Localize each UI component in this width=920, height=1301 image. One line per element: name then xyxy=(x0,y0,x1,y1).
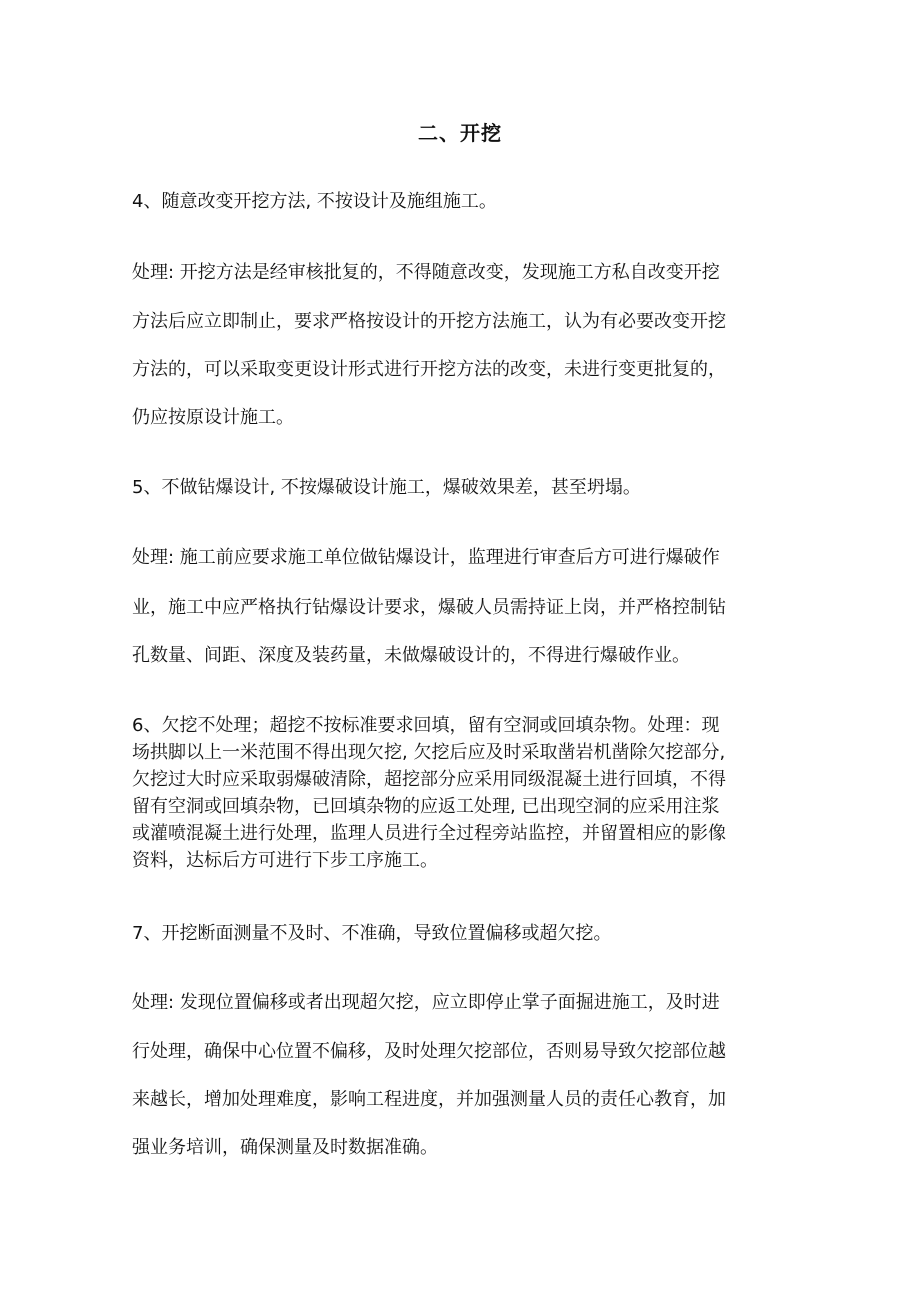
item-4-body-line: 仍应按原设计施工。 xyxy=(132,407,294,428)
item-4-body-line: 处理: 开挖方法是经审核批复的，不得随意改变，发现施工方私自改变开挖 xyxy=(132,262,720,283)
item-5-heading: 5、不做钻爆设计, 不按爆破设计施工，爆破效果差，甚至坍塌。 xyxy=(132,477,641,498)
item-6-line: 资料，达标后方可进行下步工序施工。 xyxy=(132,850,438,871)
item-6-line: 场拱脚以上一米范围不得出现欠挖, 欠挖后应及时采取凿岩机凿除欠挖部分, xyxy=(132,742,726,763)
item-6-line: 6、欠挖不处理；超挖不按标准要求回填，留有空洞或回填杂物。处理：现 xyxy=(132,715,720,736)
item-6-line: 或灌喷混凝土进行处理，监理人员进行全过程旁站监控，并留置相应的影像 xyxy=(132,823,726,844)
page-title: 二、开挖 xyxy=(418,121,502,145)
item-4-heading: 4、随意改变开挖方法, 不按设计及施组施工。 xyxy=(132,191,497,212)
item-6-line: 留有空洞或回填杂物，已回填杂物的应返工处理, 已出现空洞的应采用注浆 xyxy=(132,796,720,817)
item-4-body-line: 方法后应立即制止，要求严格按设计的开挖方法施工，认为有必要改变开挖 xyxy=(132,311,726,332)
item-5-body-line: 孔数量、间距、深度及装药量，未做爆破设计的，不得进行爆破作业。 xyxy=(132,645,690,666)
item-7-body-line: 强业务培训，确保测量及时数据准确。 xyxy=(132,1137,438,1158)
item-4-body-line: 方法的，可以采取变更设计形式进行开挖方法的改变，未进行变更批复的， xyxy=(132,359,726,380)
item-5-body-line: 业，施工中应严格执行钻爆设计要求，爆破人员需持证上岗，并严格控制钻 xyxy=(132,597,726,618)
item-5-body-line: 处理: 施工前应要求施工单位做钻爆设计，监理进行审查后方可进行爆破作 xyxy=(132,547,720,568)
item-7-body-line: 来越长，增加处理难度，影响工程进度，并加强测量人员的责任心教育，加 xyxy=(132,1089,726,1110)
item-7-heading: 7、开挖断面测量不及时、不准确，导致位置偏移或超欠挖。 xyxy=(132,923,612,944)
item-6-line: 欠挖过大时应采取弱爆破清除，超挖部分应采用同级混凝土进行回填，不得 xyxy=(132,769,726,790)
item-7-body-line: 行处理，确保中心位置不偏移，及时处理欠挖部位，否则易导致欠挖部位越 xyxy=(132,1041,726,1062)
item-7-body-line: 处理: 发现位置偏移或者出现超欠挖，应立即停止掌子面掘进施工，及时进 xyxy=(132,992,720,1013)
